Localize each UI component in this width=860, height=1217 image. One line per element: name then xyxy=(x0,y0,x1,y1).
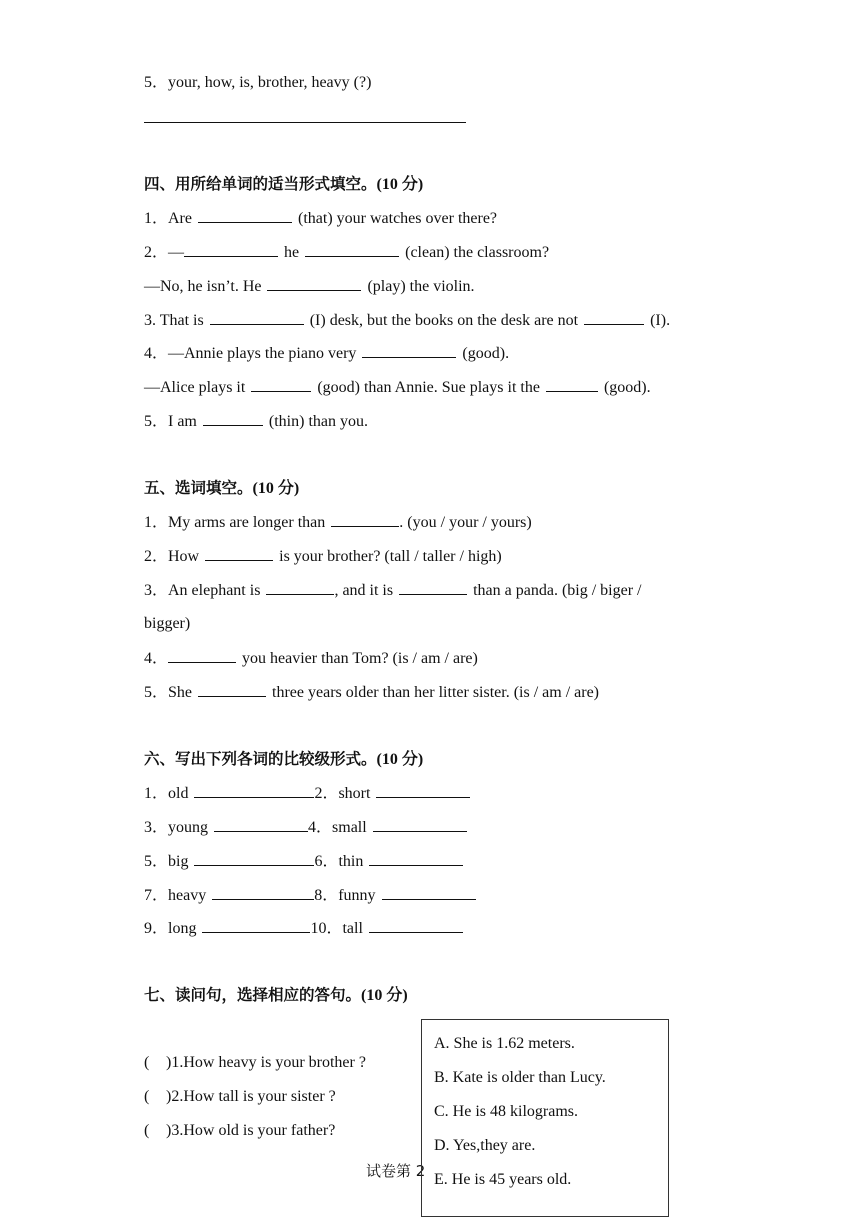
s5-q4-blank[interactable] xyxy=(168,648,236,663)
s4-q4-blank-3[interactable] xyxy=(546,377,598,392)
s5-question-1 xyxy=(144,512,532,533)
s5-q2-text-b: is your brother? (tall / taller / high) xyxy=(279,548,502,565)
s4-q3-blank-2[interactable] xyxy=(584,310,644,325)
s4-q5-text-a: 5．I am xyxy=(144,413,197,430)
s7-q3-text: )3.How old is your father? xyxy=(166,1122,336,1139)
s4-q2-text-b: he xyxy=(284,244,300,261)
s6-blank-5[interactable] xyxy=(194,851,314,866)
s5-q4-text-a: 4． xyxy=(144,650,169,667)
s4-q4-text-c: —Alice plays it xyxy=(144,379,246,396)
section-4-heading xyxy=(144,174,423,195)
s5-q5-text-a: 5．She xyxy=(144,684,193,701)
s5-question-2 xyxy=(144,546,502,567)
s4-question-2-reply xyxy=(144,276,475,297)
option-a: A. She is 1.62 meters. xyxy=(434,1035,575,1052)
s7-q2-answer-paren[interactable]: ( xyxy=(144,1088,150,1105)
section-7-heading xyxy=(144,985,408,1006)
s5-question-5 xyxy=(144,682,599,703)
answer-options-box xyxy=(421,1019,669,1217)
s4-q5-text-b: (thin) than you. xyxy=(268,413,368,430)
s6-row-5 xyxy=(144,918,465,939)
s6-blank-8[interactable] xyxy=(382,885,476,900)
section-5-title: 五、选词填空。 xyxy=(144,479,253,497)
s4-q3-blank-1[interactable] xyxy=(210,310,304,325)
s4-q2-blank-1[interactable] xyxy=(184,242,278,257)
s5-q5-blank[interactable] xyxy=(198,682,266,697)
section-7-points: (10 分) xyxy=(361,987,408,1004)
section-7-title: 七、读问句，选择相应的答句。 xyxy=(144,986,362,1004)
s4-q2-blank-2[interactable] xyxy=(305,242,399,257)
s4-q3-text-b: (I) desk, but the books on the desk are not xyxy=(309,312,579,329)
s6-blank-1[interactable] xyxy=(194,783,314,798)
s4-q3-text-a: 3. That is xyxy=(144,312,204,329)
s4-q1-text-b: (that) your watches over there? xyxy=(298,210,498,227)
s4-q4-blank-1[interactable] xyxy=(362,343,456,358)
s4-q2-text-c: (clean) the classroom? xyxy=(405,244,550,261)
s6-row-4 xyxy=(144,885,478,906)
s6-item-6: 6．thin xyxy=(314,853,364,870)
page-footer: 试卷第 2 xyxy=(366,1162,426,1180)
s6-item-7: 7．heavy xyxy=(144,887,207,904)
section-4-points: (10 分) xyxy=(376,176,424,193)
s5-q3-text-a: 3．An elephant is xyxy=(144,582,261,599)
s6-blank-3[interactable] xyxy=(214,817,308,832)
s4-question-4-reply xyxy=(144,377,651,398)
s4-q1-blank[interactable] xyxy=(198,208,292,223)
s4-q4-text-d: (good) than Annie. Sue plays it the xyxy=(317,379,540,396)
s4-q1-text-a: 1．Are xyxy=(144,210,192,227)
s4-question-3 xyxy=(144,310,670,331)
s5-q3-text-c: than a panda. (big / biger / xyxy=(473,582,642,599)
s7-q1-answer-paren[interactable]: ( xyxy=(144,1054,150,1071)
s5-q1-text-a: 1．My arms are longer than xyxy=(144,514,326,531)
s3-question-5: 5．your, how, is, brother, heavy (?) xyxy=(144,74,372,91)
s6-item-5: 5．big xyxy=(144,853,189,870)
s5-q3-blank-2[interactable] xyxy=(399,580,467,595)
option-d: D. Yes,they are. xyxy=(434,1137,536,1154)
s5-q1-text-b: . (you / your / yours) xyxy=(399,514,532,531)
s6-item-8: 8．funny xyxy=(314,887,376,904)
s6-row-2 xyxy=(144,817,469,838)
s7-q3-answer-paren[interactable]: ( xyxy=(144,1122,150,1139)
option-b: B. Kate is older than Lucy. xyxy=(434,1069,606,1086)
s5-q2-text-a: 2．How xyxy=(144,548,200,565)
s4-q2-text-e: (play) the violin. xyxy=(367,278,475,295)
s6-item-9: 9．long xyxy=(144,920,197,937)
s5-q3-text-b: , and it is xyxy=(334,582,394,599)
section-5-points: (10 分) xyxy=(252,480,300,497)
s6-blank-6[interactable] xyxy=(369,851,463,866)
s4-q4-blank-2[interactable] xyxy=(251,377,311,392)
s5-q4-text-b: you heavier than Tom? (is / am / are) xyxy=(242,650,478,667)
s5-q1-blank[interactable] xyxy=(331,512,399,527)
s7-q2-text: )2.How tall is your sister ? xyxy=(166,1088,336,1105)
s5-question-3 xyxy=(144,580,642,601)
s6-row-3 xyxy=(144,851,465,872)
s6-blank-4[interactable] xyxy=(373,817,467,832)
s4-q4-text-e: (good). xyxy=(603,379,651,396)
section-6-points: (10 分) xyxy=(376,751,424,768)
section-6-title: 六、写出下列各词的比较级形式。 xyxy=(144,750,377,768)
s5-question-3-cont: bigger) xyxy=(144,615,191,632)
s7-question-3 xyxy=(144,1121,335,1141)
s6-item-3: 3．young xyxy=(144,819,209,836)
s4-q5-blank[interactable] xyxy=(203,411,263,426)
s4-question-1 xyxy=(144,208,497,229)
s4-q4-text-b: (good). xyxy=(462,345,510,362)
section-4-title: 四、用所给单词的适当形式填空。 xyxy=(144,175,377,193)
s6-item-10: 10．tall xyxy=(310,920,363,937)
option-e: E. He is 45 years old. xyxy=(434,1171,572,1188)
s4-q3-text-c: (I). xyxy=(650,312,671,329)
s4-question-4 xyxy=(144,343,509,364)
s6-item-2: 2．short xyxy=(314,785,371,802)
s5-question-4 xyxy=(144,648,478,669)
s4-q2-text-d: —No, he isn’t. He xyxy=(144,278,262,295)
s5-q3-blank-1[interactable] xyxy=(266,580,334,595)
option-c: C. He is 48 kilograms. xyxy=(434,1103,578,1120)
s5-q2-blank[interactable] xyxy=(205,546,273,561)
s6-item-4: 4．small xyxy=(308,819,367,836)
section-5-heading xyxy=(144,478,299,499)
s7-question-2 xyxy=(144,1087,336,1107)
s6-blank-7[interactable] xyxy=(212,885,314,900)
s4-q2-blank-3[interactable] xyxy=(267,276,361,291)
section-6-heading xyxy=(144,749,423,770)
s4-question-2 xyxy=(144,242,549,263)
s6-blank-2[interactable] xyxy=(376,783,470,798)
s4-q2-text-a: 2．— xyxy=(144,244,185,261)
s3-answer-line[interactable] xyxy=(144,122,466,123)
s7-question-1 xyxy=(144,1053,366,1073)
s6-row-1 xyxy=(144,783,472,804)
s6-item-1: 1．old xyxy=(144,785,189,802)
s7-q1-text: )1.How heavy is your brother ? xyxy=(166,1054,366,1071)
s4-question-5 xyxy=(144,411,368,432)
s5-q5-text-b: three years older than her litter sister. (is / am / are) xyxy=(272,684,599,701)
s6-blank-10[interactable] xyxy=(369,918,463,933)
s6-blank-9[interactable] xyxy=(202,918,310,933)
s4-q4-text-a: 4．—Annie plays the piano very xyxy=(144,345,357,362)
